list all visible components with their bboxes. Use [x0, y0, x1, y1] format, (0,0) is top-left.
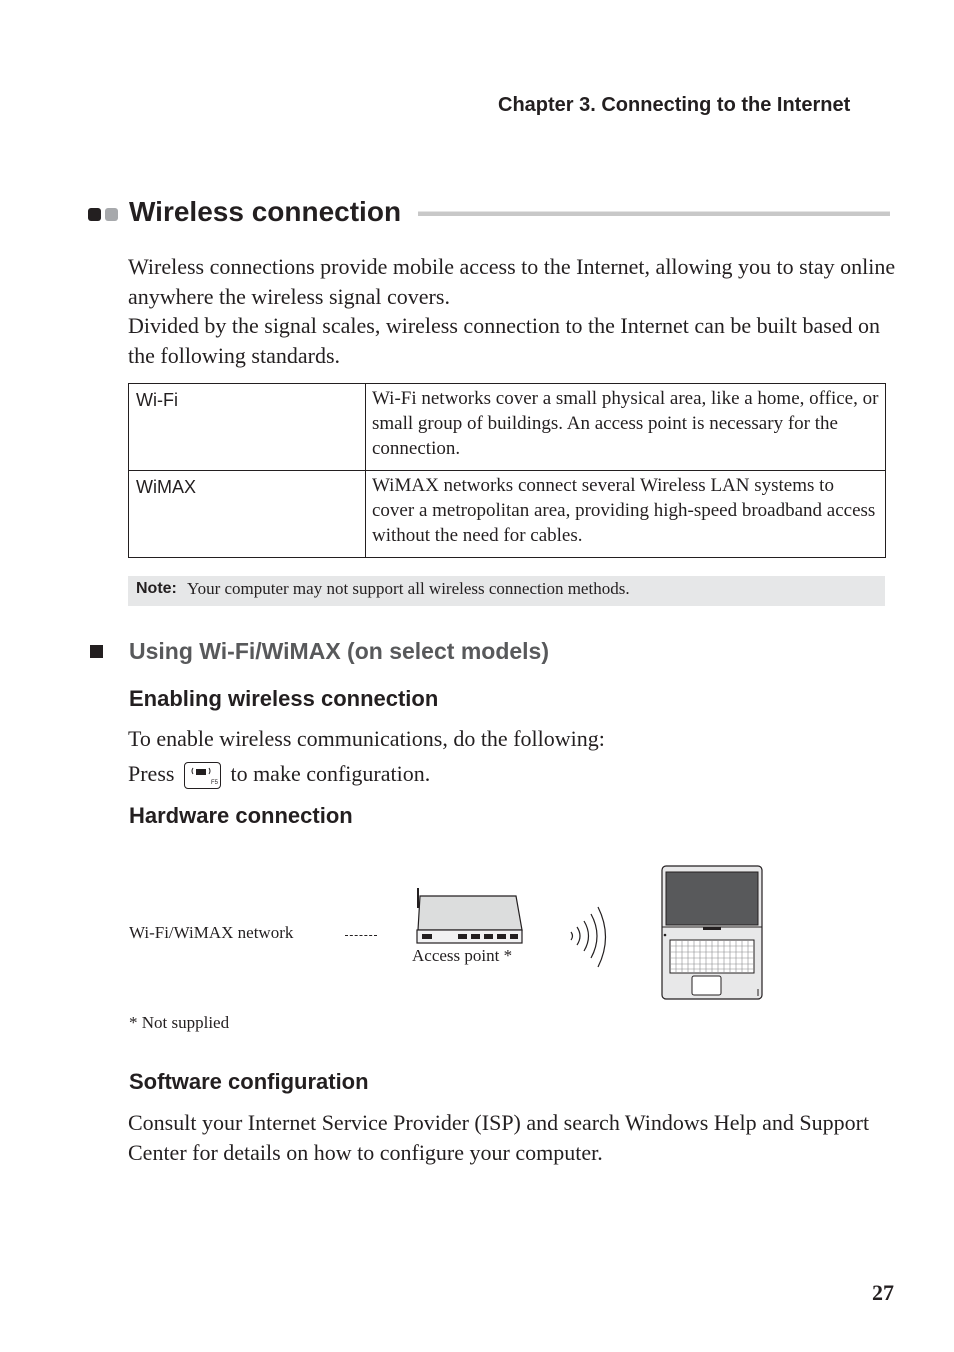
intro-paragraph-1: Wireless connections provide mobile access to the Internet, allowing you to stay online anywhere the wireless signal covers. [128, 254, 896, 309]
table-description: Wi-Fi networks cover a small physical area, like a home, office, or small group of buildings. An access point is necessary for the connection. [366, 384, 886, 471]
access-point-label: Access point * [412, 946, 513, 965]
laptop-icon [661, 865, 765, 1001]
table-term: WiMAX [129, 471, 366, 558]
chapter-header: Chapter 3. Connecting to the Internet [498, 94, 851, 116]
table-row [129, 471, 886, 558]
section-bullet-icon [88, 207, 122, 223]
wireless-key-icon [184, 762, 221, 789]
footnote: * Not supplied [129, 1013, 230, 1032]
table-term: Wi-Fi [129, 384, 366, 471]
dashed-connector [345, 935, 377, 936]
key-label: F5 [210, 780, 218, 786]
note-text: Your computer may not support all wireless connection methods. [187, 579, 630, 598]
intro-text [128, 252, 898, 370]
press-instruction [128, 761, 430, 789]
table-row [129, 384, 886, 471]
software-heading: Software configuration [129, 1069, 369, 1094]
section-title: Wireless connection [129, 196, 402, 227]
page-number: 27 [872, 1280, 894, 1305]
table-description: WiMAX networks connect several Wireless LAN systems to cover a metropolitan area, providing high-speed broadband access without the need for cables. [366, 471, 886, 558]
note-label: Note: [136, 580, 177, 597]
title-rule [418, 211, 890, 216]
software-text: Consult your Internet Service Provider (ISP) and search Windows Help and Support Center for details on how to configure your computer. [128, 1110, 870, 1165]
press-suffix: to make configuration. [230, 761, 431, 786]
router-icon [412, 886, 527, 948]
standards-table [128, 383, 886, 558]
enabling-heading: Enabling wireless connection [129, 686, 439, 711]
intro-paragraph-2: Divided by the signal scales, wireless connection to the Internet can be built based on the following standards. [128, 313, 881, 368]
network-label: Wi-Fi/WiMAX network [129, 923, 294, 942]
enabling-text: To enable wireless communications, do the following: [128, 726, 605, 751]
hardware-heading: Hardware connection [129, 803, 353, 828]
square-bullet-icon [90, 645, 103, 658]
subsection-title: Using Wi-Fi/WiMAX (on select models) [129, 638, 549, 664]
wireless-signal-icon [565, 905, 611, 969]
press-prefix: Press [128, 761, 175, 786]
